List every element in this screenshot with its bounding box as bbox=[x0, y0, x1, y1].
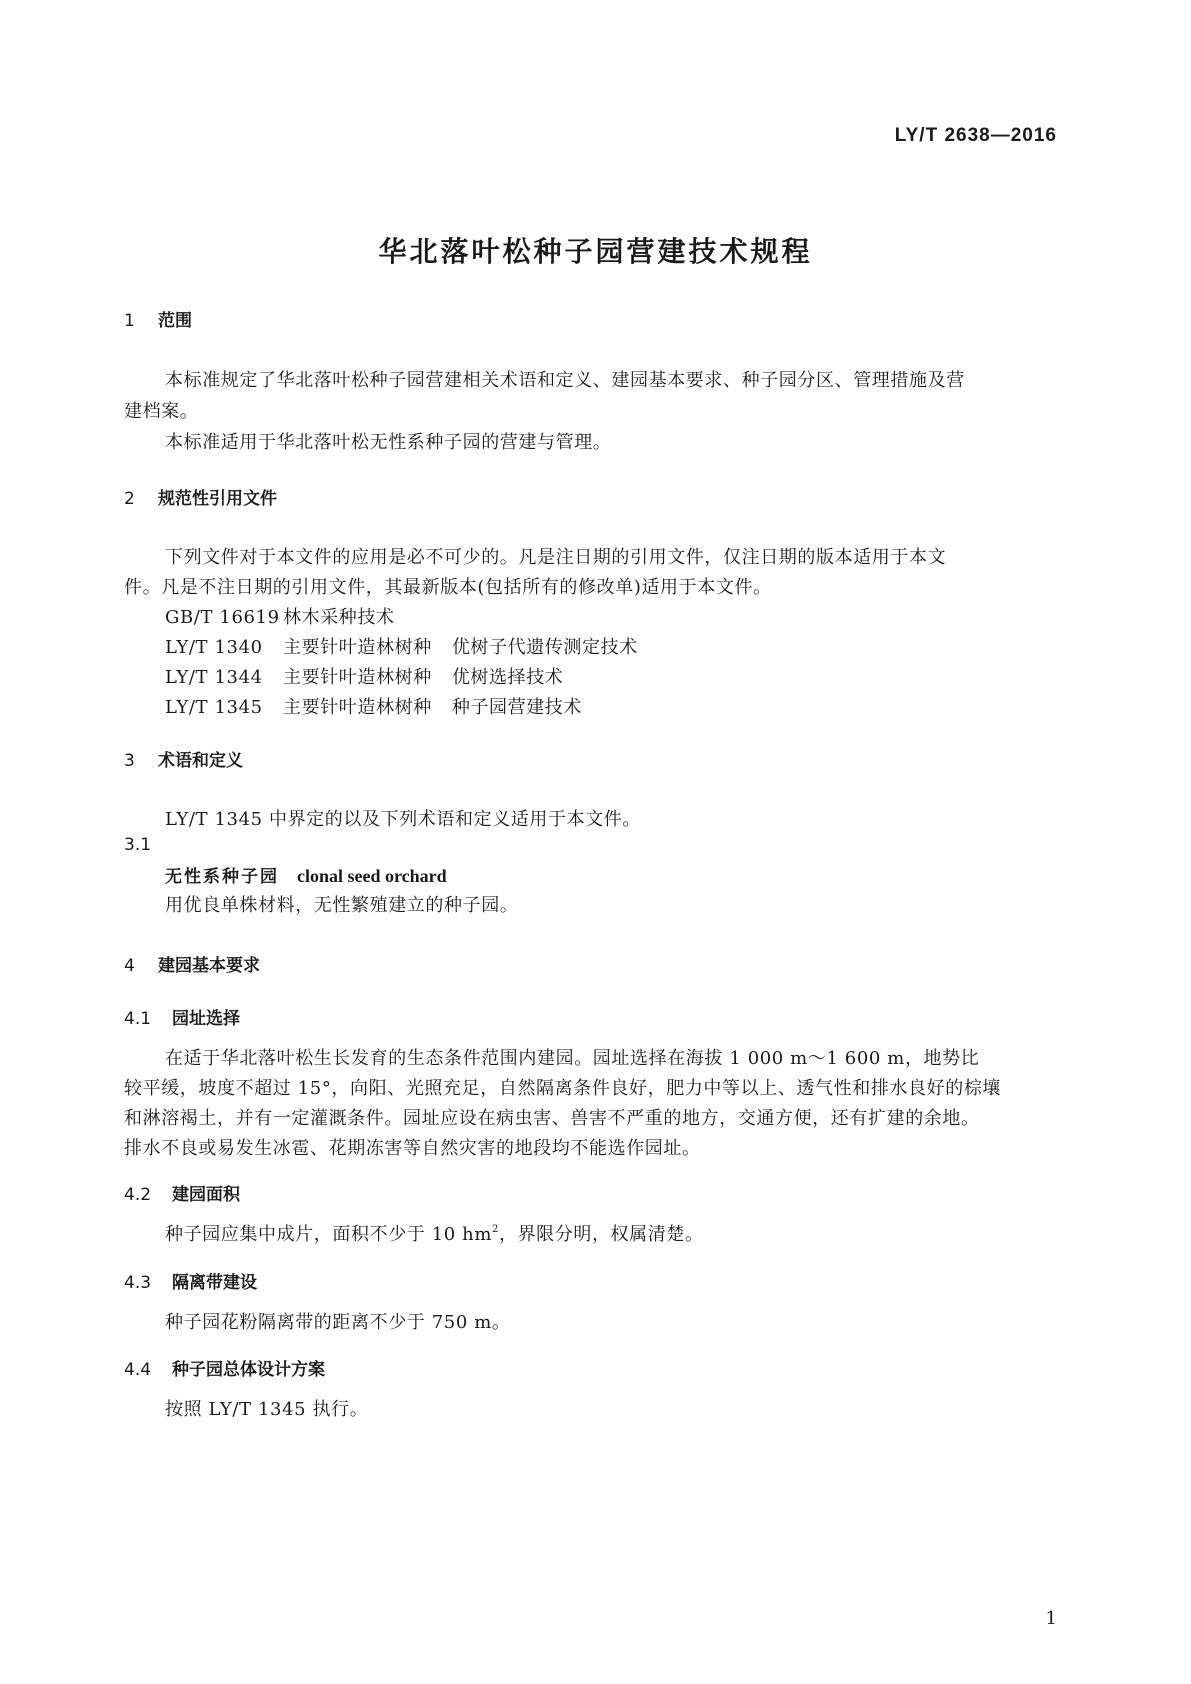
section-2-heading bbox=[124, 484, 277, 509]
section-1-paragraph-1-line-1: 本标准规定了华北落叶松种子园营建相关术语和定义、建园基本要求、种子园分区、管理措施及营 bbox=[165, 370, 965, 391]
subsection-4-4-heading bbox=[124, 1355, 325, 1380]
section-1-paragraph-1-line-2: 建档案。 bbox=[124, 401, 199, 422]
document-title: 华北落叶松种子园营建技术规程 bbox=[378, 235, 813, 268]
subsection-title: 种子园总体设计方案 bbox=[172, 1360, 325, 1380]
reference-code: LY/T 1344 bbox=[165, 667, 263, 688]
subsection-4-1-heading bbox=[124, 1004, 240, 1029]
term-definition: 用优良单株材料，无性繁殖建立的种子园。 bbox=[165, 895, 519, 916]
section-2-paragraph-line-2: 件。凡是不注日期的引用文件，其最新版本(包括所有的修改单)适用于本文件。 bbox=[124, 577, 772, 598]
section-number: 4 bbox=[124, 956, 135, 976]
section-number: 3 bbox=[124, 751, 135, 771]
standard-number: LY/T 2638—2016 bbox=[894, 125, 1057, 146]
subsection-title: 建园面积 bbox=[172, 1185, 240, 1205]
term-number: 3.1 bbox=[124, 835, 152, 855]
subsection-title: 园址选择 bbox=[172, 1009, 240, 1029]
page-number: 1 bbox=[1045, 1608, 1057, 1629]
subsection-number: 4.4 bbox=[124, 1360, 152, 1380]
reference-code: LY/T 1340 bbox=[165, 637, 263, 658]
section-2-paragraph-line-1: 下列文件对于本文件的应用是必不可少的。凡是注日期的引用文件，仅注日期的版本适用于本文 bbox=[165, 547, 947, 568]
subsection-4-1-line-4: 排水不良或易发生冰雹、花期冻害等自然灾害的地段均不能选作园址。 bbox=[124, 1138, 701, 1159]
section-title: 建园基本要求 bbox=[158, 956, 260, 976]
normative-reference bbox=[165, 692, 582, 723]
subsection-number: 4.1 bbox=[124, 1009, 152, 1029]
area-unit-superscript: 2 bbox=[492, 1224, 499, 1235]
section-1-paragraph-2: 本标准适用于华北落叶松无性系种子园的营建与管理。 bbox=[165, 432, 612, 453]
reference-subtitle: 优树选择技术 bbox=[451, 667, 564, 688]
subsection-4-1-line-1: 在适于华北落叶松生长发育的生态条件范围内建园。园址选择在海拔 1 000 m～1 600 m，地势比 bbox=[165, 1048, 980, 1069]
reference-title: 主要针叶造林树种 bbox=[283, 697, 432, 718]
section-number: 2 bbox=[124, 489, 135, 509]
subsection-4-2-heading bbox=[124, 1180, 240, 1205]
reference-code: LY/T 1345 bbox=[165, 697, 263, 718]
term-english: clonal seed orchard bbox=[297, 866, 447, 886]
area-text-end: ，界限分明，权属清楚。 bbox=[498, 1224, 704, 1245]
reference-subtitle: 优树子代遗传测定技术 bbox=[451, 637, 638, 658]
term-chinese: 无性系种子园 bbox=[165, 867, 279, 887]
area-text: 种子园应集中成片，面积不少于 10 hm bbox=[165, 1224, 493, 1245]
reference-code: GB/T 16619 bbox=[165, 607, 280, 628]
reference-title: 林木采种技术 bbox=[283, 607, 395, 628]
reference-title: 主要针叶造林树种 bbox=[283, 637, 432, 658]
subsection-title: 隔离带建设 bbox=[172, 1273, 257, 1293]
section-1-heading bbox=[124, 306, 192, 331]
section-4-heading bbox=[124, 951, 260, 976]
subsection-number: 4.3 bbox=[124, 1273, 152, 1293]
section-number: 1 bbox=[124, 311, 135, 331]
reference-subtitle: 种子园营建技术 bbox=[451, 697, 583, 718]
section-3-heading bbox=[124, 746, 243, 771]
subsection-number: 4.2 bbox=[124, 1185, 152, 1205]
term-entry bbox=[165, 862, 447, 887]
subsection-4-1-line-3: 和淋溶褐土，并有一定灌溉条件。园址应设在病虫害、兽害不严重的地方，交通方便，还有扩建的余地。 bbox=[124, 1108, 980, 1129]
section-title: 范围 bbox=[158, 311, 192, 331]
subsection-4-3-heading bbox=[124, 1268, 257, 1293]
normative-reference bbox=[165, 632, 638, 663]
subsection-4-4-text: 按照 LY/T 1345 执行。 bbox=[165, 1399, 369, 1420]
reference-title: 主要针叶造林树种 bbox=[283, 667, 432, 688]
subsection-4-3-text: 种子园花粉隔离带的距离不少于 750 m。 bbox=[165, 1312, 511, 1333]
section-3-paragraph: LY/T 1345 中界定的以及下列术语和定义适用于本文件。 bbox=[165, 809, 642, 830]
subsection-4-1-line-2: 较平缓，坡度不超过 15°，向阳、光照充足，自然隔离条件良好，肥力中等以上、透气性和排水良好的棕壤 bbox=[124, 1078, 1002, 1099]
normative-reference bbox=[165, 662, 563, 693]
section-title: 术语和定义 bbox=[158, 751, 243, 771]
subsection-4-2-text bbox=[165, 1219, 704, 1250]
section-title: 规范性引用文件 bbox=[158, 489, 277, 509]
normative-reference bbox=[165, 602, 395, 633]
